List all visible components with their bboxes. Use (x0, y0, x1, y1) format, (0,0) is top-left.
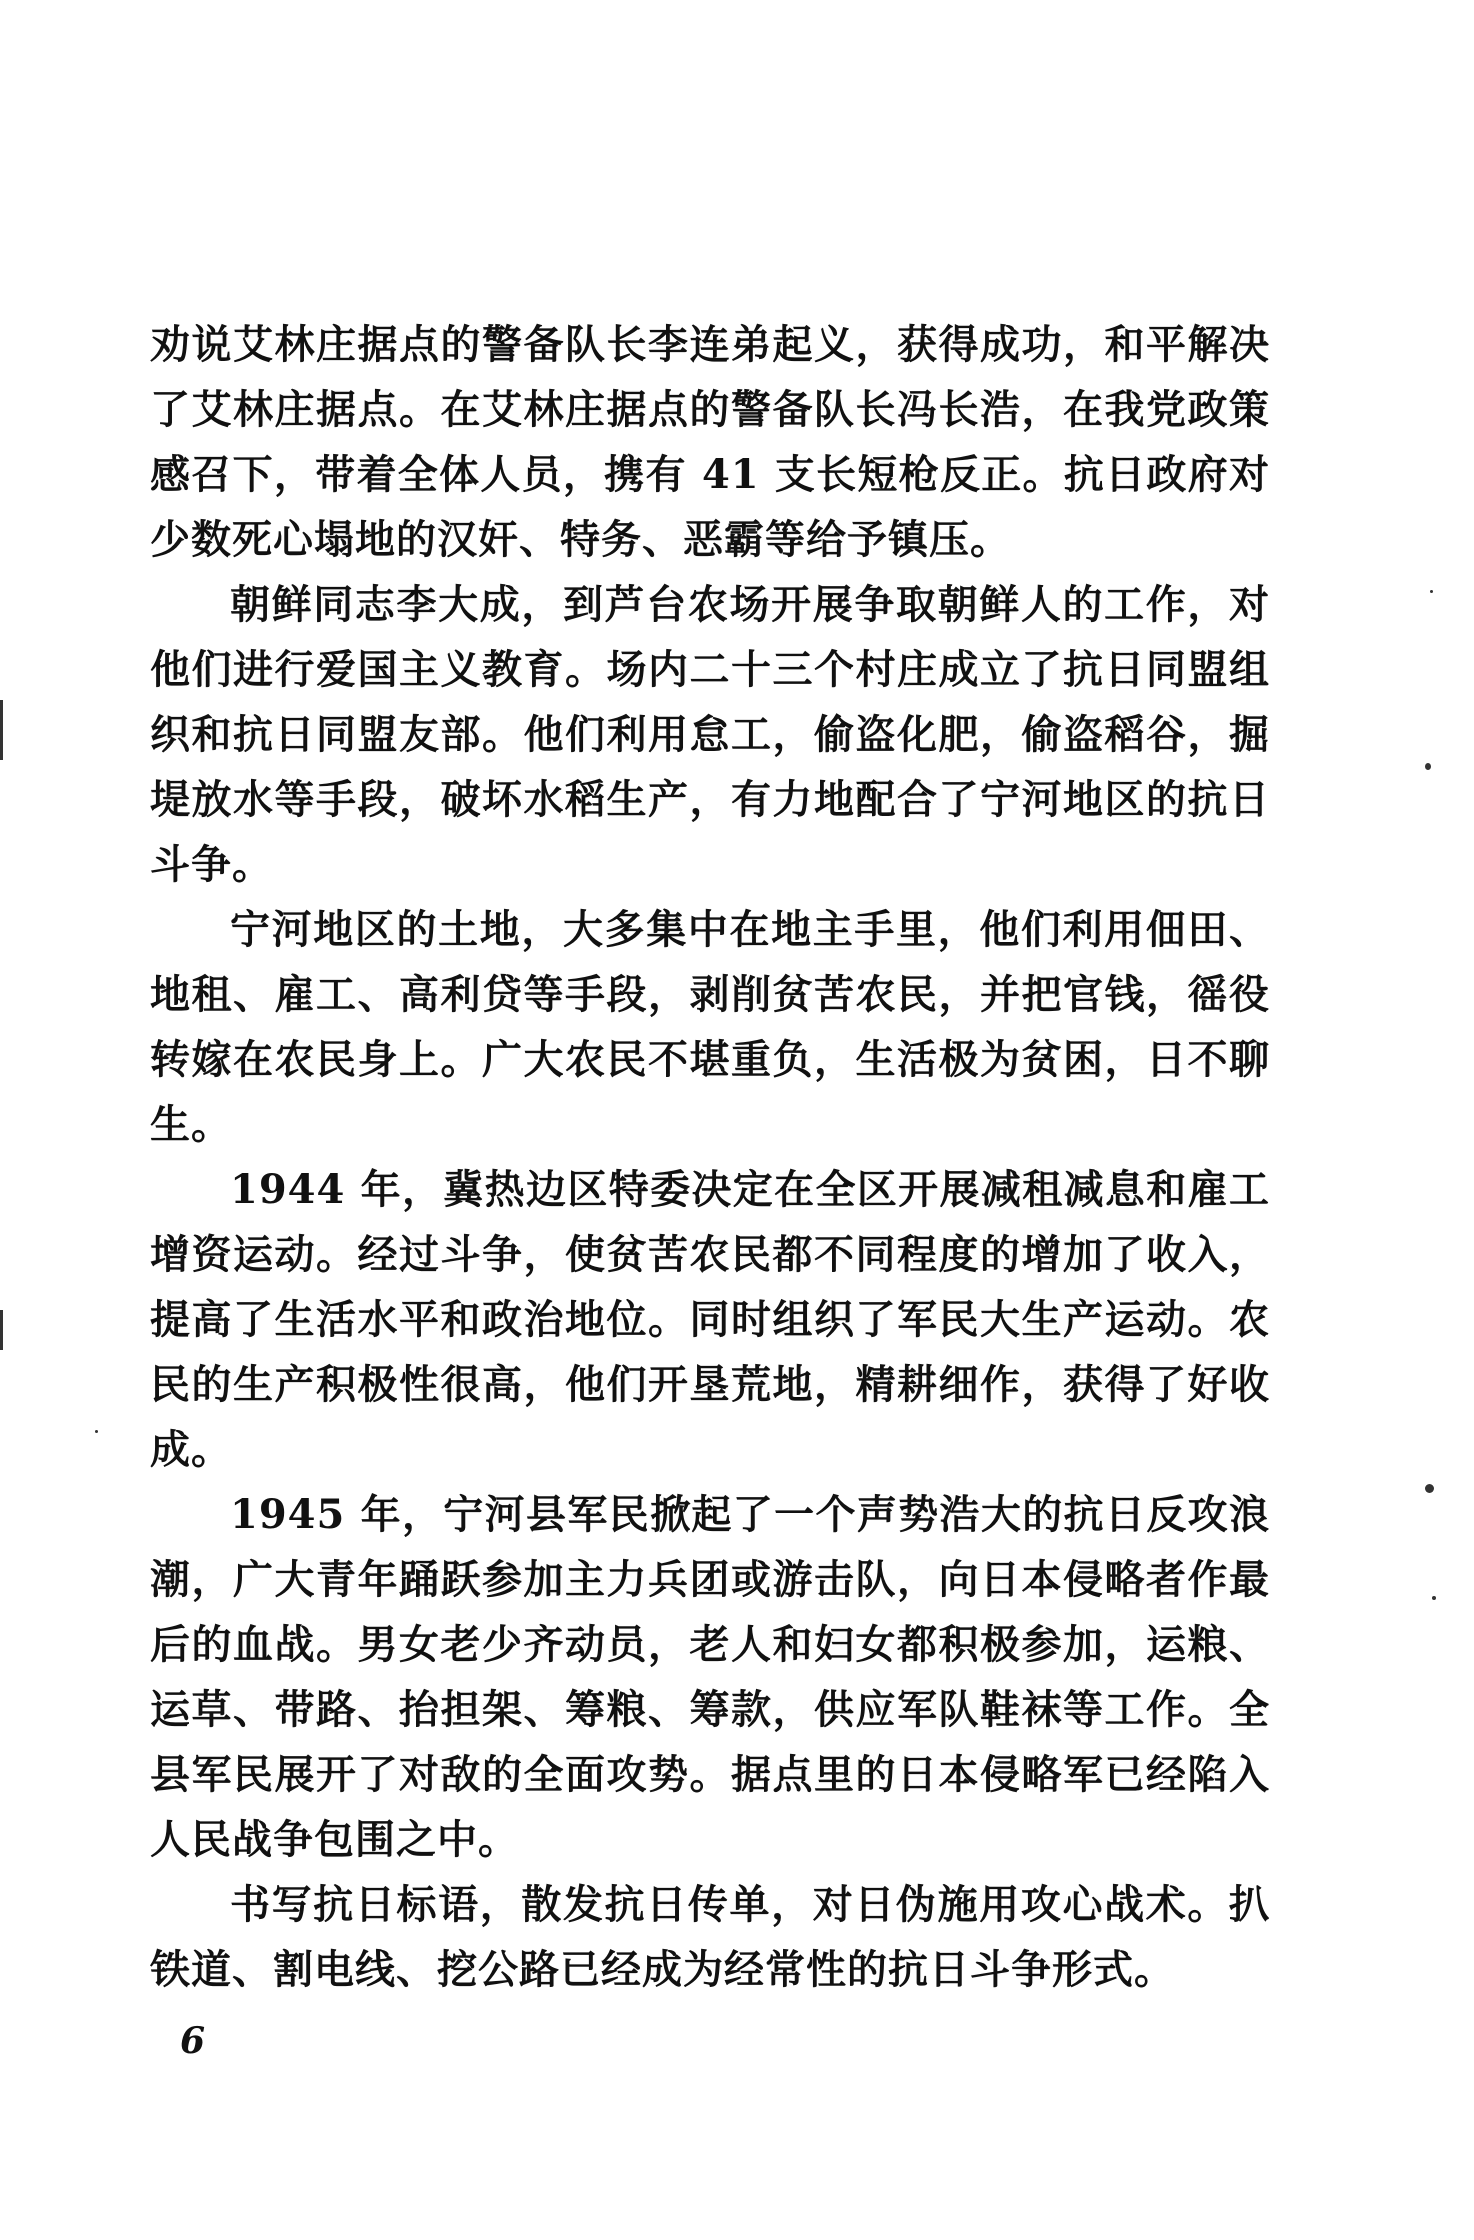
paragraph-1: 劝说艾林庄据点的警备队长李连弟起义，获得成功，和平解决了艾林庄据点。在艾林庄据点的警备队长冯长浩，在我党政策感召下，带着全体人员，携有 41 支长短枪反正。抗日政府对少数死心塌地的汉奸、特务、恶霸等给予镇压。 (150, 321, 1270, 563)
scan-speck (0, 700, 3, 760)
scan-speck (1432, 1596, 1436, 1600)
paragraph-3: 宁河地区的土地，大多集中在地主手里，他们利用佃田、地租、雇工、高利贷等手段，剥削贫苦农民，并把官钱，徭役转嫁在农民身上。广大农民不堪重负，生活极为贫困，日不聊生。 (150, 906, 1270, 1148)
scan-speck (95, 1430, 98, 1433)
scan-speck (1425, 763, 1431, 770)
scan-speck (1430, 590, 1433, 593)
scan-speck (1425, 1484, 1434, 1493)
body-text (150, 312, 1270, 2002)
scan-speck (0, 1310, 3, 1350)
paragraph-5: 1945 年，宁河县军民掀起了一个声势浩大的抗日反攻浪潮，广大青年踊跃参加主力兵团或游击队，向日本侵略者作最后的血战。男女老少齐动员，老人和妇女都积极参加，运粮、运草、带路、抬担架、筹粮、筹款，供应军队鞋袜等工作。全县军民展开了对敌的全面攻势。据点里的日本侵略军已经陷入人民战争包围之中。 (150, 1491, 1270, 1863)
paragraph-2: 朝鲜同志李大成，到芦台农场开展争取朝鲜人的工作，对他们进行爱国主义教育。场内二十三个村庄成立了抗日同盟组织和抗日同盟友部。他们利用怠工，偷盗化肥，偷盗稻谷，掘堤放水等手段，破坏水稻生产，有力地配合了宁河地区的抗日斗争。 (150, 581, 1270, 888)
paragraph-6: 书写抗日标语，散发抗日传单，对日伪施用攻心战术。扒铁道、割电线、挖公路已经成为经常性的抗日斗争形式。 (150, 1881, 1270, 1993)
page-number: 6 (180, 2020, 206, 2062)
paragraph-4: 1944 年，冀热边区特委决定在全区开展减租减息和雇工增资运动。经过斗争，使贫苦农民都不同程度的增加了收入，提高了生活水平和政治地位。同时组织了军民大生产运动。农民的生产积极性很高，他们开垦荒地，精耕细作，获得了好收成。 (150, 1166, 1270, 1473)
